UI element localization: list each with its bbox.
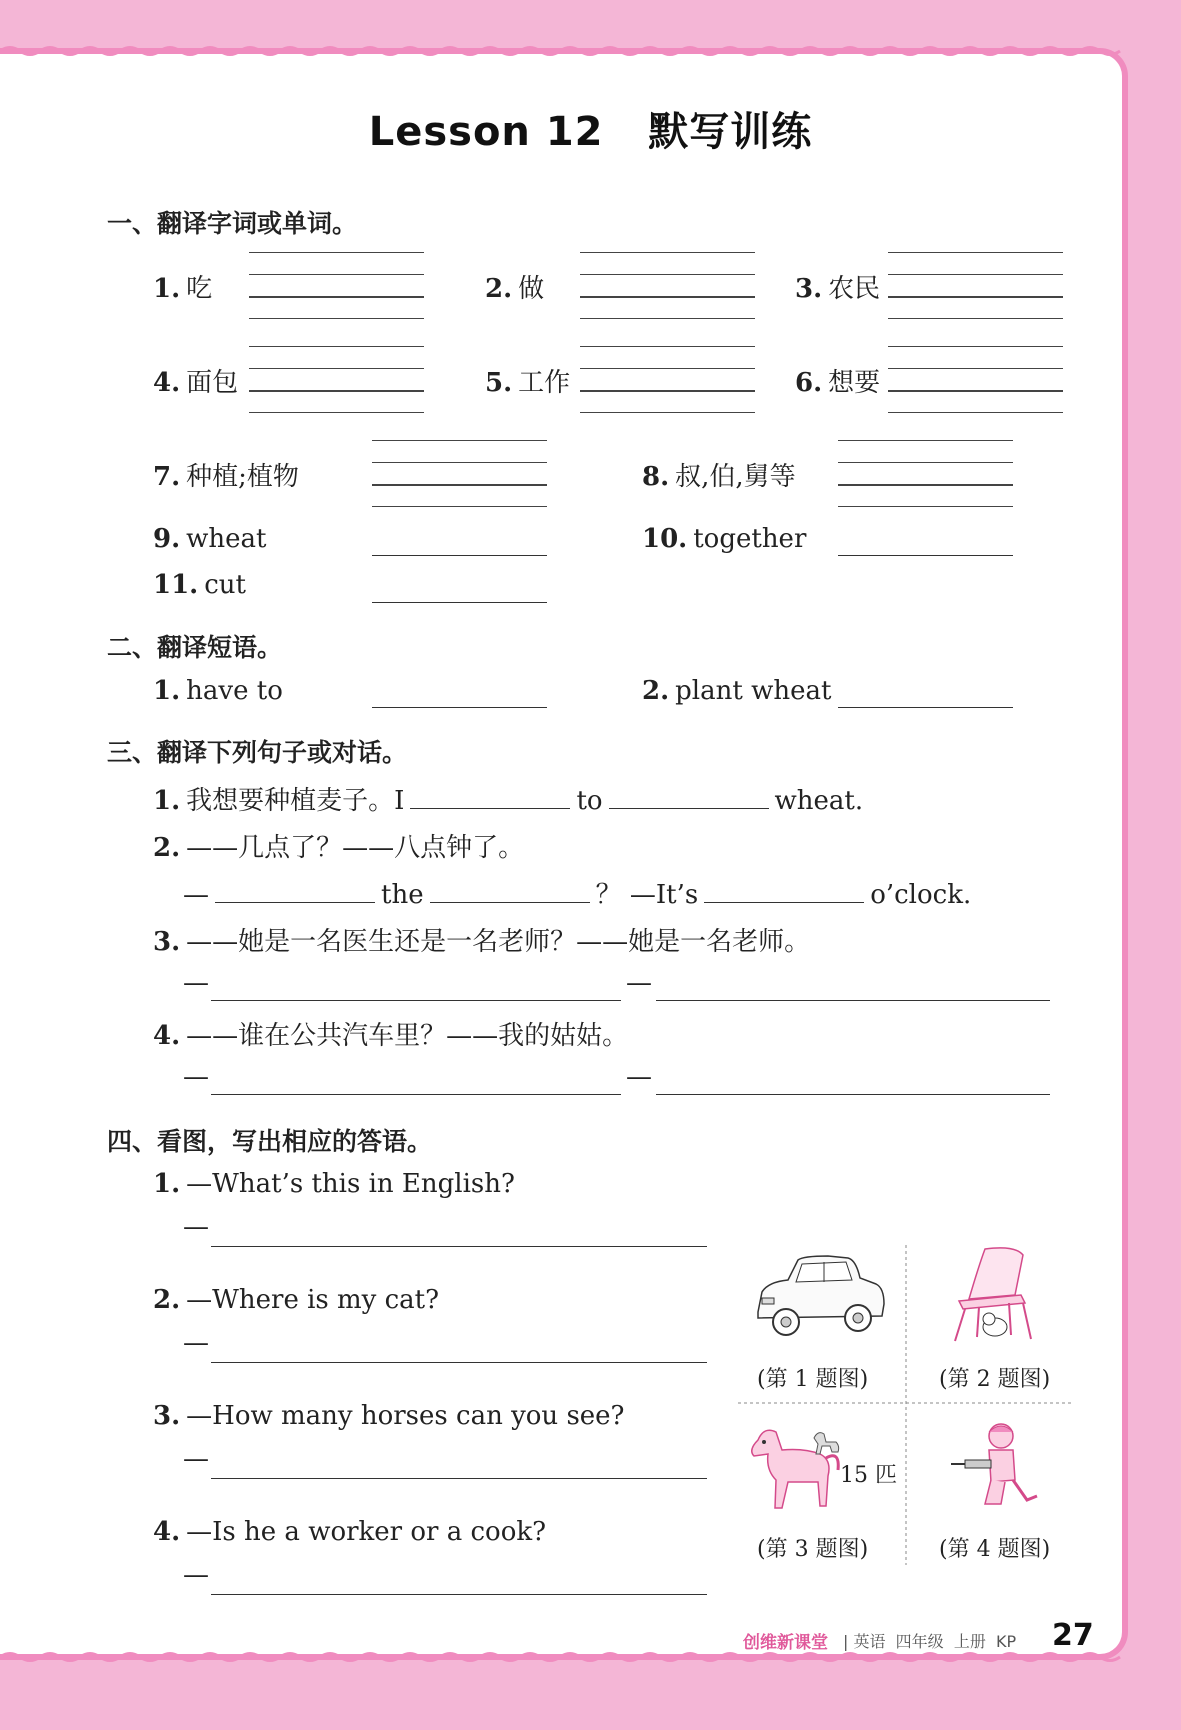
- caption-4: (第 4 题图): [939, 1537, 1051, 1562]
- caption-3: (第 3 题图): [757, 1537, 869, 1562]
- bottom-wave-border: [0, 1650, 1128, 1664]
- part3-question-2-answer: — the ？ —It’s o’clock.: [183, 880, 972, 910]
- part1-item-8: 8. 叔,伯,舅等: [642, 462, 796, 492]
- car-icon: [748, 1252, 888, 1344]
- answer-line-9[interactable]: [372, 555, 547, 556]
- page-number: 27: [1052, 1618, 1094, 1653]
- blank[interactable]: [704, 878, 864, 903]
- part3-question-3: 3. ——她是一名医生还是一名老师？——她是一名老师。: [153, 927, 811, 957]
- answer-line-p3-3a[interactable]: [211, 1000, 621, 1001]
- footer-brand: 创维新课堂: [743, 1633, 828, 1653]
- dash: —: [183, 1444, 209, 1474]
- part1-item-9: 9. wheat: [153, 524, 267, 554]
- dash: —: [183, 1328, 209, 1358]
- part1-item-4: 4. 面包: [153, 368, 239, 398]
- answer-line-11[interactable]: [372, 602, 547, 603]
- dash: —: [183, 1212, 209, 1242]
- part1-item-1: 1. 吃: [153, 274, 213, 304]
- part4-question-3: 3. —How many horses can you see?: [153, 1401, 625, 1431]
- answer-line-10[interactable]: [838, 555, 1013, 556]
- part3-question-1: 1. 我想要种植麦子。I to wheat.: [153, 786, 864, 816]
- part3-question-4: 4. ——谁在公共汽车里？——我的姑姑。: [153, 1021, 629, 1051]
- horse-count: 15 匹: [840, 1463, 897, 1488]
- dash: —: [183, 1062, 209, 1092]
- answer-line-p2-1[interactable]: [372, 707, 547, 708]
- part3-question-2: 2. ——几点了？——八点钟了。: [153, 833, 525, 863]
- answer-line-p3-4a[interactable]: [211, 1094, 621, 1095]
- part4-question-4: 4. —Is he a worker or a cook?: [153, 1517, 547, 1547]
- part2-item-1: 1. have to: [153, 676, 283, 706]
- answer-line-p3-4b[interactable]: [656, 1094, 1050, 1095]
- dash: —: [626, 968, 652, 998]
- part1-item-7: 7. 种植;植物: [153, 462, 299, 492]
- part1-item-3: 3. 农民: [795, 274, 881, 304]
- section-1-heading: 一、翻译字词或单词。: [107, 209, 358, 238]
- dash: —: [183, 968, 209, 998]
- blank[interactable]: [215, 878, 375, 903]
- dash: —: [626, 1062, 652, 1092]
- answer-line-p4-3[interactable]: [211, 1478, 707, 1479]
- answer-line-p4-1[interactable]: [211, 1246, 707, 1247]
- section-3-heading: 三、翻译下列句子或对话。: [107, 738, 408, 767]
- chair-cat-icon: [945, 1245, 1035, 1345]
- writing-guide-8[interactable]: [838, 440, 1013, 598]
- worker-icon: [945, 1420, 1045, 1516]
- answer-line-p4-2[interactable]: [211, 1362, 707, 1363]
- part4-question-2: 2. —Where is my cat?: [153, 1285, 440, 1315]
- part1-item-6: 6. 想要: [795, 368, 881, 398]
- section-2-heading: 二、翻译短语。: [107, 633, 283, 662]
- blank[interactable]: [430, 878, 590, 903]
- section-4-heading: 四、看图，写出相应的答语。: [107, 1127, 433, 1156]
- writing-guide-7[interactable]: [372, 440, 547, 598]
- part1-item-2: 2. 做: [485, 274, 545, 304]
- part2-item-2: 2. plant wheat: [642, 676, 832, 706]
- blank[interactable]: [609, 784, 769, 809]
- blank[interactable]: [410, 784, 570, 809]
- answer-line-p3-3b[interactable]: [656, 1000, 1050, 1001]
- dash: —: [183, 1560, 209, 1590]
- caption-1: (第 1 题图): [757, 1367, 869, 1392]
- small-horse-icon: [810, 1428, 840, 1458]
- part1-item-11: 11. cut: [153, 570, 246, 600]
- part1-item-5: 5. 工作: [485, 368, 571, 398]
- footer-info: | 英语 四年级 上册 KP: [843, 1632, 1017, 1651]
- page-title: Lesson 12 默写训练: [368, 109, 813, 155]
- part1-item-10: 10. together: [642, 524, 807, 554]
- answer-line-p4-4[interactable]: [211, 1594, 707, 1595]
- caption-2: (第 2 题图): [939, 1367, 1051, 1392]
- part4-question-1: 1. —What’s this in English?: [153, 1169, 515, 1199]
- answer-line-p2-2[interactable]: [838, 707, 1013, 708]
- top-wave-border: [0, 44, 1128, 58]
